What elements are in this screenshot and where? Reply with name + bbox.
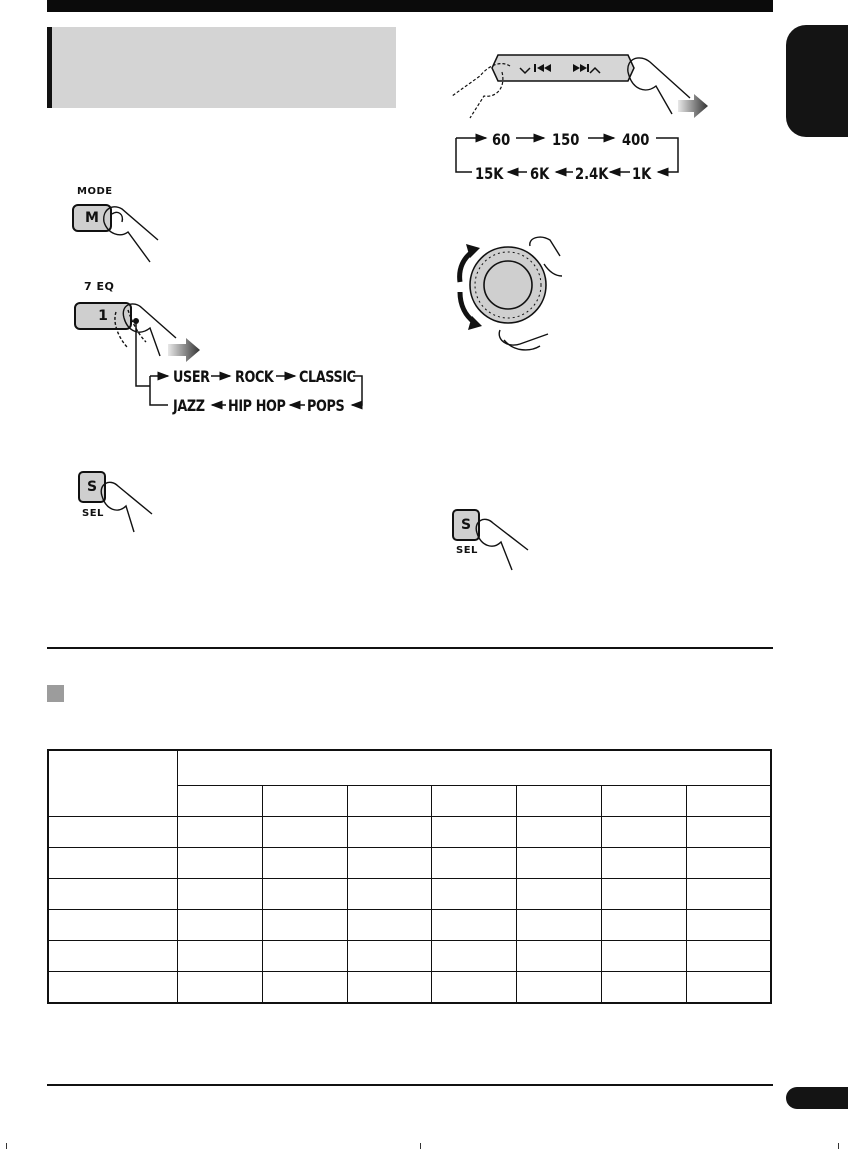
table-header-cell (601, 786, 686, 817)
finger-sel-right-icon (476, 519, 528, 570)
table-header-row (48, 750, 771, 786)
freq-60: 60 (492, 130, 511, 149)
mode-button-label: MODE (77, 186, 113, 197)
eq-mode-loop (136, 323, 362, 405)
eq-mode-pops: POPS (307, 396, 345, 415)
finger-eq-icon (115, 304, 176, 356)
push-arrow-right-icon (678, 94, 708, 118)
table-row (48, 817, 771, 848)
table-header-corner (48, 750, 178, 817)
table-header-cell (262, 786, 347, 817)
eq-mode-classic: CLASSIC (299, 367, 356, 386)
frequency-loop (456, 138, 678, 172)
table-header-group (178, 750, 772, 786)
finger-mode-icon (104, 207, 158, 262)
freq-2-4k: 2.4K (575, 164, 609, 183)
sel-button-label-right: SEL (456, 545, 478, 556)
mode-button-key: M (85, 210, 99, 226)
sel-button-key: S (86, 479, 98, 495)
sel-button-label: SEL (82, 508, 104, 519)
eq-button-key: 1 (98, 308, 108, 324)
table-row (48, 848, 771, 879)
table-header-cell (178, 786, 263, 817)
control-dial-icon (470, 247, 546, 323)
freq-1k: 1K (632, 164, 652, 183)
freq-15k: 15K (475, 164, 504, 183)
eq-mode-user: USER (173, 367, 210, 386)
finger-sel-left-icon (101, 482, 152, 532)
table-header-cell (517, 786, 602, 817)
finger-dial-bottom-icon (499, 330, 548, 350)
eq-levels-table (47, 749, 772, 1004)
table-row (48, 972, 771, 1004)
freq-6k: 6K (530, 164, 550, 183)
table-header-cell (347, 786, 432, 817)
eq-mode-jazz: JAZZ (173, 396, 205, 415)
eq-button-label: 7 EQ (84, 280, 115, 293)
sel-button-key-right: S (460, 517, 472, 533)
table-row (48, 941, 771, 972)
eq-mode-rock: ROCK (235, 367, 274, 386)
skip-control-strip (492, 55, 634, 81)
table-header-cell (686, 786, 771, 817)
table-row (48, 910, 771, 941)
eq-mode-hiphop: HIP HOP (228, 396, 286, 415)
freq-400: 400 (622, 130, 650, 149)
table-row (48, 879, 771, 910)
table-header-cell (432, 786, 517, 817)
push-arrow-icon (168, 338, 200, 362)
freq-150: 150 (552, 130, 580, 149)
